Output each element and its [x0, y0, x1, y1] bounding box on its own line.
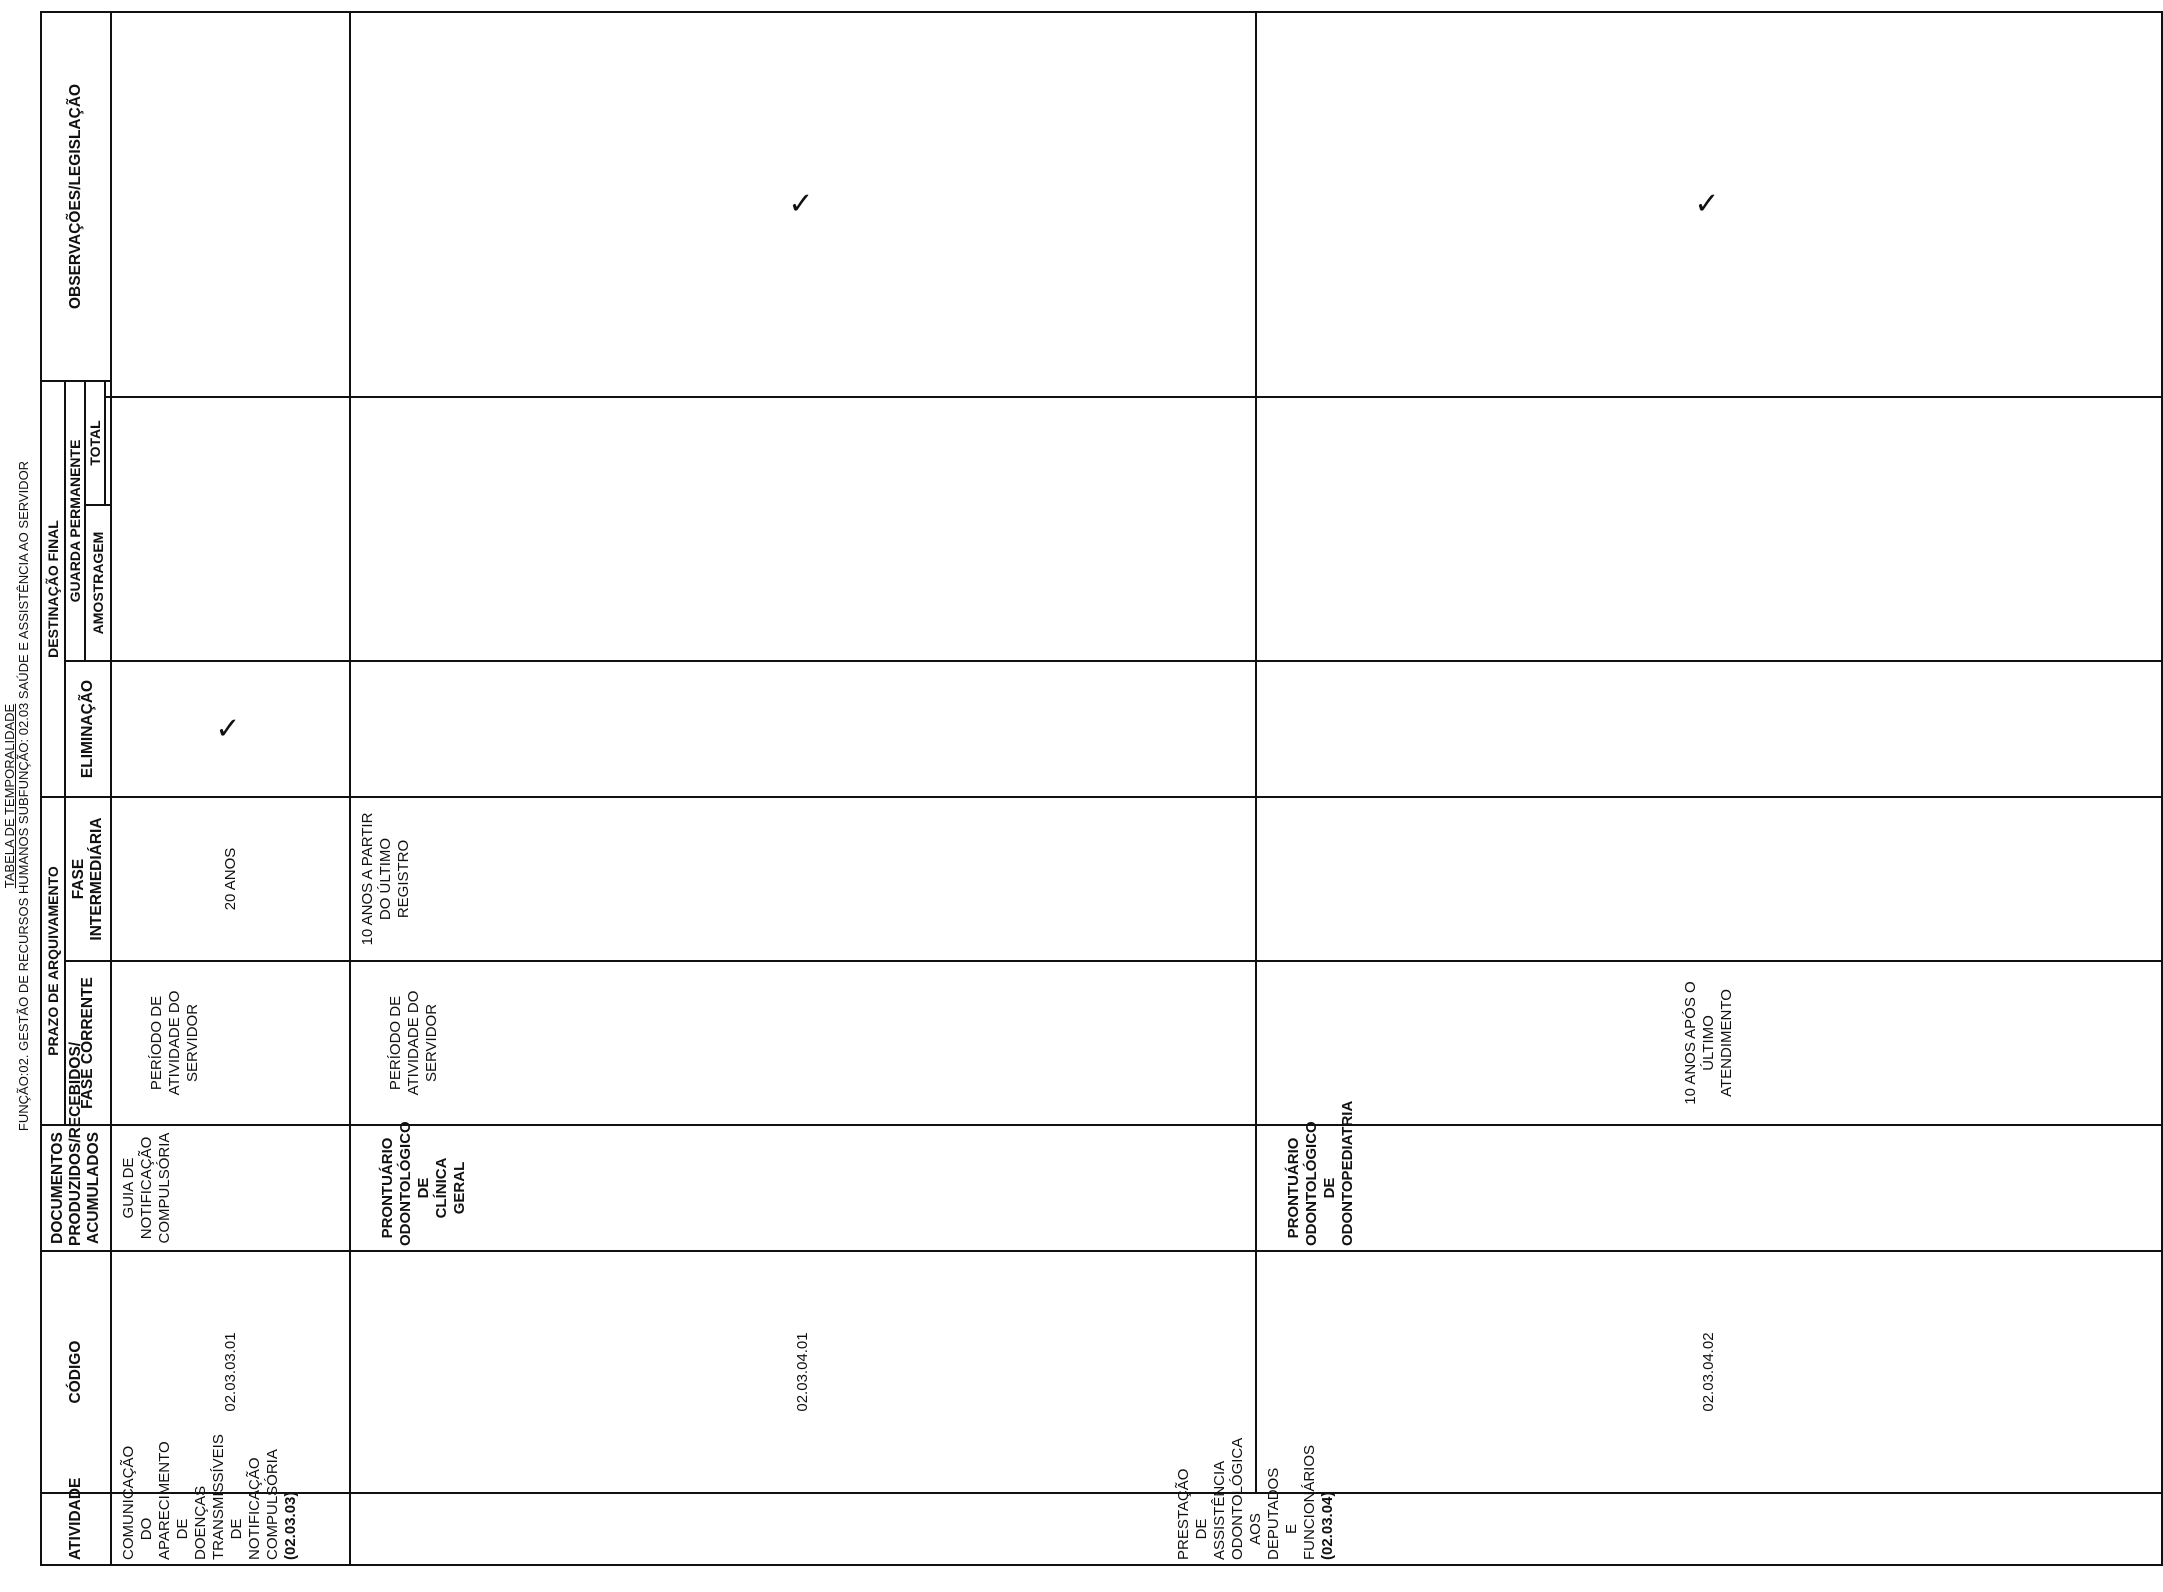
cell-atividade: [111, 1434, 350, 1565]
header-amostragem: AMOSTRAGEM: [85, 505, 111, 661]
cell-text-line: PRONTUÁRIO: [1285, 1137, 1302, 1239]
cell-text-line: ATIVIDADE DO: [166, 990, 183, 1096]
cell-codigo: 02.03.03.01: [111, 1251, 350, 1493]
cell-amostragem: [1256, 397, 2162, 661]
page-subtitle: FUNÇÃO:02. GESTÃO DE RECURSOS HUMANOS SUBFUNÇÃO: 02.03 SAÚDE E ASSISTÊNCIA AO SERVIDOR: [16, 460, 31, 1132]
cell-text-line: GUIA DE NOTIFICAÇÃO: [120, 1136, 155, 1240]
cell-text-line: 20 ANOS: [221, 847, 239, 911]
cell-text-line: ATIVIDADE DO: [405, 990, 422, 1096]
cell-text-line: 10 ANOS A PARTIR: [359, 812, 376, 946]
cell-documento: [111, 1125, 350, 1251]
cell-text-line: REGISTRO: [395, 839, 412, 919]
page-title: TABELA DE TEMPORALIDADE: [2, 703, 17, 889]
cell-text-line: ODONTOPEDIATRIA: [1339, 1100, 1356, 1246]
cell-text-line: COMUNICAÇÃO DO: [120, 1445, 155, 1560]
check-icon: ✓: [1693, 187, 1720, 221]
cell-text-line: FUNCIONÁRIOS: [1301, 1444, 1318, 1560]
cell-eliminacao: [111, 661, 350, 797]
cell-fase-intermediaria: [111, 797, 350, 961]
header-destinacao: DESTINAÇÃO FINAL: [41, 381, 65, 797]
cell-amostragem: [350, 397, 1256, 661]
table-row: [350, 12, 1256, 1565]
table-row: [111, 12, 350, 1565]
temporality-table: [40, 11, 2163, 1566]
cell-total: [111, 12, 350, 397]
header-codigo: CÓDIGO: [41, 1251, 111, 1493]
cell-text-line: ODONTOLÓGICA: [1229, 1437, 1246, 1560]
cell-documento: [1256, 1100, 2162, 1251]
cell-fase-corrente: [350, 961, 1256, 1125]
header-observacoes: OBSERVAÇÕES/LEGISLAÇÃO: [41, 12, 111, 381]
check-icon: ✓: [215, 712, 241, 746]
cell-text-line: ATENDIMENTO: [1718, 989, 1735, 1097]
cell-text-line: (02.03.04): [1319, 1491, 1336, 1560]
cell-text-line: DOENÇAS: [192, 1485, 209, 1560]
cell-text-line: APARECIMENTO DE: [156, 1441, 191, 1560]
cell-text-line: PERÍODO DE: [387, 995, 404, 1091]
cell-text-line: (02.03.03): [282, 1491, 299, 1560]
cell-text-line: 10 ANOS APÓS O: [1682, 981, 1699, 1105]
cell-documento: [350, 1121, 1256, 1251]
cell-text-line: PRESTAÇÃO DE: [1175, 1468, 1210, 1560]
header-eliminacao: ELIMINAÇÃO: [65, 661, 111, 797]
cell-eliminacao: [1256, 661, 2162, 797]
cell-text-line: PERÍODO DE: [148, 995, 165, 1091]
cell-text-line: CLÍNICA GERAL: [433, 1157, 468, 1219]
cell-text-line: TRANSMISSÍVEIS: [210, 1434, 227, 1560]
cell-text-line: SERVIDOR: [184, 1003, 201, 1083]
header-prazo: PRAZO DE ARQUIVAMENTO: [41, 797, 65, 1125]
cell-text-line: DO ÚLTIMO: [377, 837, 394, 921]
cell-text-line: COMPULSÓRIA: [156, 1132, 173, 1244]
cell-fase-intermediaria: [1256, 797, 2162, 961]
check-icon: ✓: [787, 187, 814, 221]
cell-text-line: PRONTUÁRIO: [379, 1137, 396, 1239]
table-row: [1256, 12, 2162, 1565]
cell-eliminacao: [350, 661, 1256, 797]
cell-atividade: [350, 1437, 2162, 1565]
header-fase-corrente: FASE CORRENTE: [65, 961, 111, 1125]
header-guarda-permanente: GUARDA PERMANENTE: [65, 381, 85, 661]
cell-fase-intermediaria: [350, 797, 1256, 961]
cell-total: [350, 12, 1256, 397]
cell-fase-corrente: [111, 961, 350, 1125]
cell-codigo: 02.03.04.02: [1256, 1251, 2162, 1493]
header-documentos: DOCUMENTOS PRODUZIDOS/RECEBIDOS/ ACUMULADOS: [41, 1125, 111, 1251]
cell-text-line: DE NOTIFICAÇÃO: [228, 1457, 263, 1560]
cell-fase-corrente: [1256, 961, 2162, 1125]
cell-total: [1256, 12, 2162, 397]
cell-text-line: ASSISTÊNCIA: [1211, 1460, 1228, 1560]
header-total: TOTAL: [85, 381, 105, 505]
header-fase-intermediaria: FASE INTERMEDIÁRIA: [65, 797, 111, 961]
cell-text-line: AOS DEPUTADOS E: [1247, 1467, 1300, 1560]
cell-text-line: SERVIDOR: [423, 1003, 440, 1083]
cell-amostragem: [111, 397, 350, 661]
cell-text-line: ODONTOLÓGICO DE: [1303, 1121, 1338, 1246]
cell-text-line: ODONTOLÓGICO DE: [397, 1121, 432, 1246]
cell-codigo: 02.03.04.01: [350, 1251, 1256, 1493]
cell-text-line: COMPULSÓRIA: [264, 1449, 281, 1560]
cell-text-line: ÚLTIMO: [1700, 1015, 1717, 1071]
header-atividade: ATIVIDADE: [41, 1493, 111, 1565]
